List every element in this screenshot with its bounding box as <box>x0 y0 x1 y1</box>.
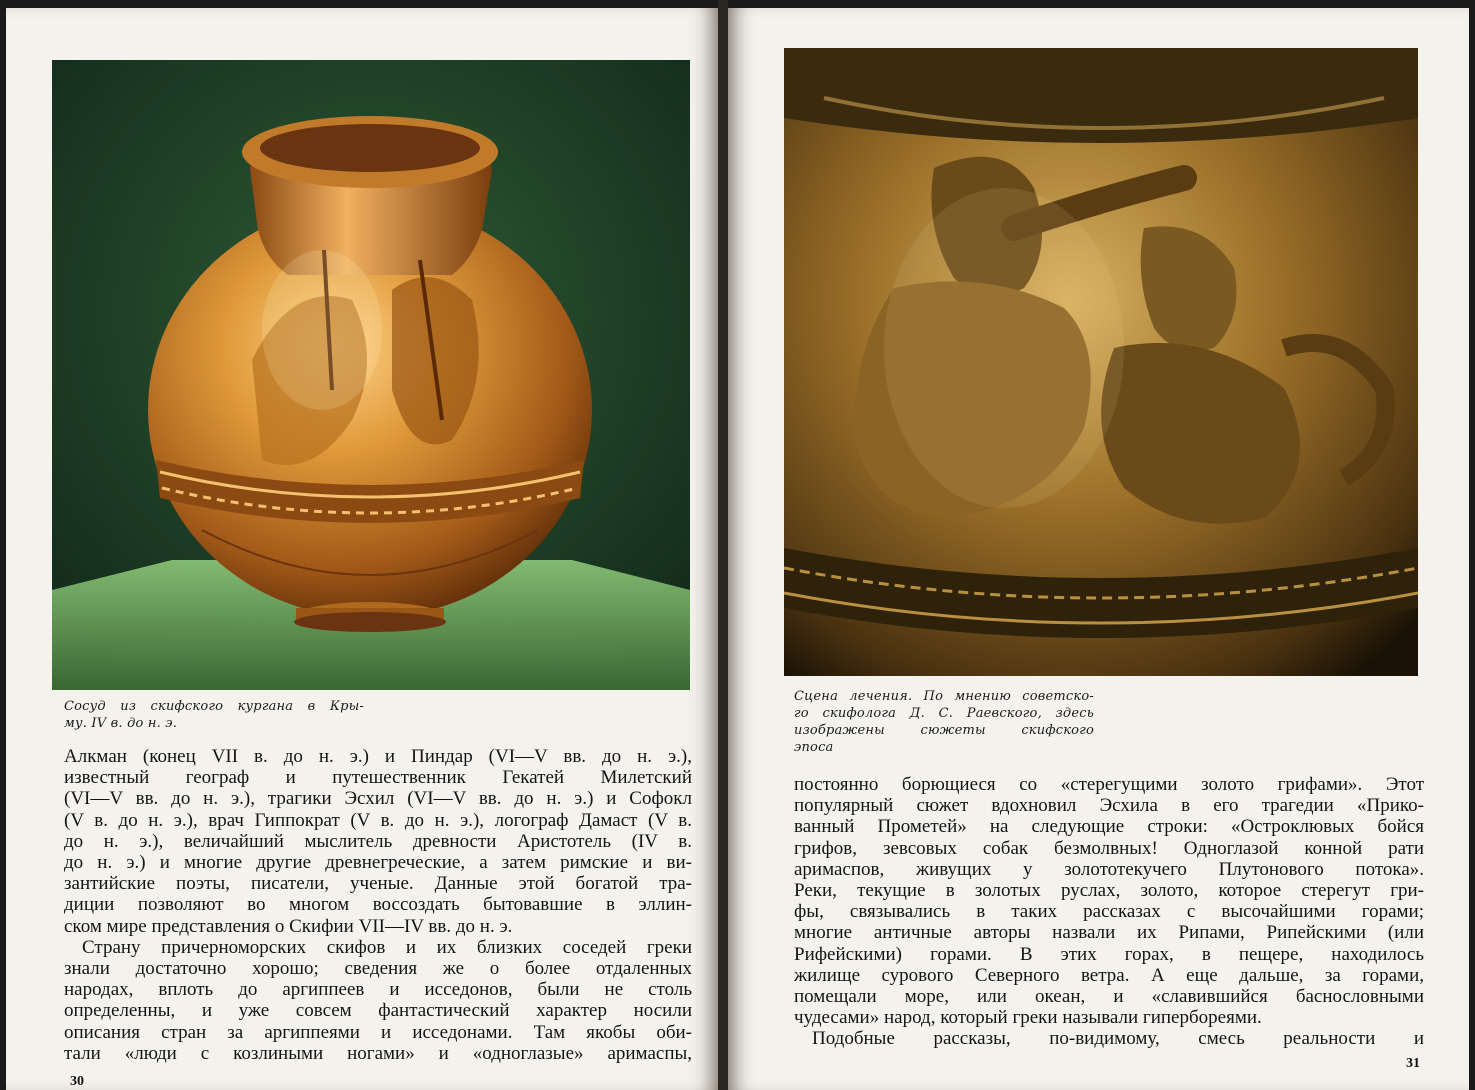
text-line: Алкман (конец VII в. до н. э.) и Пиндар (VI—V вв. до н. э.), <box>64 746 692 767</box>
healing-scene-photo <box>784 48 1418 676</box>
caption-line: эпоса <box>794 740 834 755</box>
text-line: помещали море, или океан, и «славившийся баснословными <box>794 986 1424 1008</box>
text-line: грифов, зевсовых собак безмолвных! Одноглазой конной рати <box>794 837 1424 859</box>
healing-scene-illustration <box>784 48 1418 676</box>
book-gutter <box>718 0 728 1090</box>
text-line: диции позволяют во многом воссоздать бытовавшие в эллин- <box>64 894 692 916</box>
caption-line: Сосуд из скифского кургана в Кры- <box>64 699 364 714</box>
caption-line: изображены сюжеты скифского <box>794 723 1094 738</box>
text-line: народах, вплоть до аргиппеев и исседонов, были не столь <box>64 979 692 1001</box>
text-line: ском мире представления о Скифии VII—IV вв. до н. э. <box>64 915 513 937</box>
right-page <box>728 8 1469 1090</box>
left-body-text <box>64 746 692 1064</box>
text-line: фы, связывались в таких рассказах с высочайшими горами; <box>794 901 1424 923</box>
text-line: многие античные авторы назвали их Рипами, Рипейскими (или <box>794 922 1424 944</box>
text-line: знали достаточно хорошо; сведения же о более отдаленных <box>64 958 692 980</box>
text-line: Рифейскими) горами. В этих горах, в пещере, находилось <box>794 943 1424 965</box>
text-line: описания стран за аргиппеями и исседонами. Там якобы оби- <box>64 1021 692 1043</box>
text-line: популярный сюжет вдохновил Эсхила в его трагедии «Прико- <box>794 795 1424 817</box>
text-line: определенны, и уже совсем фантастический характер носили <box>64 1000 692 1022</box>
scene-caption <box>794 688 1094 756</box>
text-line: (V в. до н. э.), врач Гиппократ (V в. до н. э.), логограф Дамаст (V в. <box>64 809 692 831</box>
text-line: аримаспов, живущих у золототекучего Плутонового потока». <box>794 858 1424 880</box>
text-line: до н. э.), величайший мыслитель древности Аристотель (IV в. <box>64 830 692 852</box>
golden-vessel-photo <box>52 60 690 690</box>
page-number-right: 31 <box>1406 1056 1420 1071</box>
text-line: ванный Прометей» на следующие строки: «Остроклювых бойся <box>794 816 1424 838</box>
text-line: тали «люди с козлиными ногами» и «одноглазые» аримаспы, <box>64 1042 692 1064</box>
text-line: постоянно борющиеся со «стерегущими золото грифами». Этот <box>794 774 1424 795</box>
caption-line: Сцена лечения. По мнению советско- <box>794 689 1094 704</box>
text-line: Подобные рассказы, по-видимому, смесь реальности и <box>812 1028 1424 1050</box>
caption-line: му. IV в. до н. э. <box>64 716 178 731</box>
text-line: Реки, текущие в золотых руслах, золото, которое стерегут гри- <box>794 880 1424 902</box>
caption-line: го скифолога Д. С. Раевского, здесь <box>794 706 1094 721</box>
text-line: жилище сурового Северного ветра. А еще дальше, за горами, <box>794 964 1424 986</box>
text-line: чудесами» народ, который греки называли гипербореями. <box>794 1007 1262 1029</box>
right-body-text <box>794 774 1424 1050</box>
text-line: зантийские поэты, писатели, ученые. Данные этой богатой тра- <box>64 873 692 895</box>
text-line: (VI—V вв. до н. э.), трагики Эсхил (VI—V вв. до н. э.) и Софокл <box>64 788 692 810</box>
left-page <box>6 8 718 1090</box>
vessel-caption <box>64 698 364 732</box>
text-line: до н. э.) и многие другие древнегреческие, а затем римские и ви- <box>64 852 692 874</box>
text-line: известный географ и путешественник Гекатей Милетский <box>64 767 692 789</box>
text-line: Страну причерноморских скифов и их близких соседей греки <box>82 936 692 958</box>
golden-vessel-illustration <box>52 60 690 690</box>
page-number-left: 30 <box>70 1074 84 1089</box>
